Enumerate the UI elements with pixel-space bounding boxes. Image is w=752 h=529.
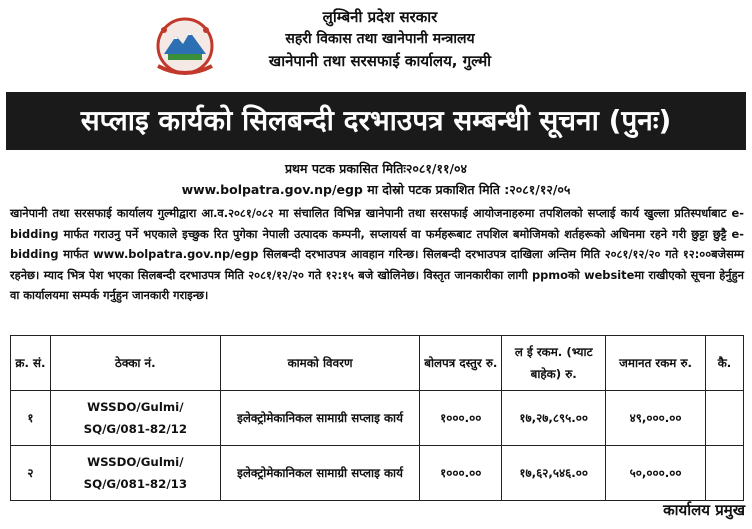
header-line-1: लुम्बिनी प्रदेश सरकार [322, 8, 438, 26]
table-row [11, 391, 744, 446]
bid-table [10, 335, 744, 501]
col-header-contract: ठेक्का नं. [50, 336, 220, 391]
second-publish-date: www.bolpatra.gov.np/egp मा दोस्रो पटक प्रकाशित मिति :२०८१/१२/०५ [181, 182, 571, 197]
cell-contract: WSSDO/Gulmi/ SQ/G/081-82/13 [50, 446, 220, 501]
cell-description: इलेक्ट्रोमेकानिकल सामाग्री सप्लाइ कार्य [220, 446, 420, 501]
cell-sn: २ [11, 446, 51, 501]
col-header-fee: बोलपत्र दस्तुर रु. [420, 336, 502, 391]
notice-header [0, 0, 752, 92]
col-header-remarks: कै. [706, 336, 744, 391]
cell-remarks [706, 446, 744, 501]
notice-title-banner: सप्लाइ कार्यको सिलबन्दी दरभाउपत्र सम्बन्धी सूचना (पुनः) [6, 92, 746, 150]
col-header-description: कामको विवरण [220, 336, 420, 391]
col-header-sn: क्र. सं. [11, 336, 51, 391]
cell-sn: १ [11, 391, 51, 446]
first-publish-date: प्रथम पटक प्रकासित मितिः२०८१/११/०४ [284, 161, 468, 176]
table-header-row [11, 336, 744, 391]
nepal-emblem-icon [150, 16, 220, 80]
cell-cost: १७,२७,८९५.०० [502, 391, 606, 446]
cell-cost: १७,६२,५४६.०० [502, 446, 606, 501]
header-line-3: खानेपानी तथा सरसफाई कार्यालय, गुल्मी [268, 52, 492, 70]
cell-description: इलेक्ट्रोमेकानिकल सामाग्री सप्लाइ कार्य [220, 391, 420, 446]
cell-remarks [706, 391, 744, 446]
col-header-deposit: जमानत रकम रु. [606, 336, 706, 391]
col-header-cost: ल ई रकम. (भ्याट बाहेक) रु. [502, 336, 606, 391]
cell-fee: १०००.०० [420, 391, 502, 446]
office-chief-signature-label: कार्यालय प्रमुख [663, 501, 745, 519]
table-row [11, 446, 744, 501]
notice-body: खानेपानी तथा सरसफाई कार्यालय गुल्मीद्वारा आ.व.२०८१/०८२ मा संचालित विभिन्न खानेपानी तथा सरसफाई आयोजनाहरुमा तपशिलको सप्लाई कार्य खुल्ला प्रतिस्पर्धाबाट e-bidding मार्फत गराउनु पर्ने भएकाले इच्छुक रित पुगेका नेपाली उत्पादक कम्पनी, सप्लायर्स वा फर्महरूबाट तपशिल बमोजिमको शर्तहरूको अधिनमा रहने गरी छुट्टा छुट्टै e-bidding मार्फत www.bolpatra.gov.np/egp सिलबन्दी दरभाउपत्र आवहान गरिन्छ। सिलबन्दी दरभाउपत्र दाखिला अन्तिम मिति २०८१/१२/२० गते १२:००बजेसम्म रहनेछ। म्याद भित्र पेश भएका सिलबन्दी दरभाउपत्र मिति २०८१/१२/२० गते १२:१५ बजे खोलिनेछ। विस्तृत जानकारीका लागी ppmoको websiteमा राखीएको सूचना हेर्नुहुन वा कार्यालयमा सम्पर्क गर्नुहुन जानकारी गराइन्छ। [10, 206, 744, 302]
cell-contract: WSSDO/Gulmi/ SQ/G/081-82/12 [50, 391, 220, 446]
cell-deposit: ५०,०००.०० [606, 446, 706, 501]
cell-fee: १०००.०० [420, 446, 502, 501]
header-line-2: सहरी विकास तथा खानेपानी मन्त्रालय [285, 31, 475, 47]
cell-deposit: ४९,०००.०० [606, 391, 706, 446]
